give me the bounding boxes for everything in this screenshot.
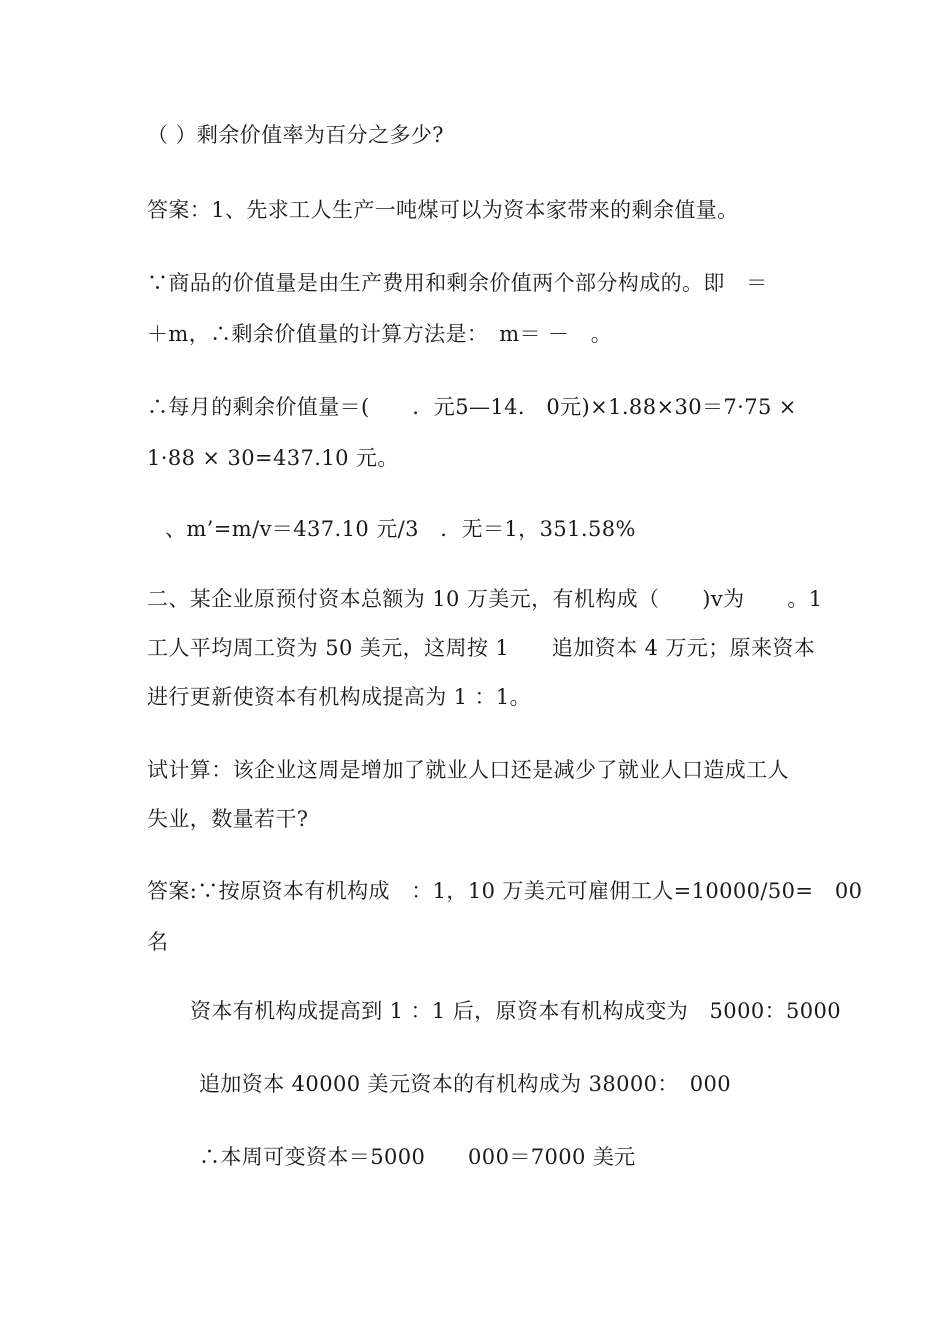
text-line-3: ∵商品的价值量是由生产费用和剩余价值两个部分构成的。即 ＝ (147, 271, 768, 295)
text-line-6: 1·88 × 30=437.10 元。 (147, 446, 399, 470)
text-line-15: 资本有机构成提高到 1 ：1 后，原资本有机构成变为 5000：5000 (190, 999, 842, 1023)
text-line-2: 答案：1、先求工人生产一吨煤可以为资本家带来的剩余值量。 (147, 198, 739, 222)
text-line-7: 、m’=m/v＝437.10 元/3 ．无＝1，351.58% (165, 517, 636, 541)
text-line-14: 名 (147, 930, 169, 954)
text-line-8: 二、某企业原预付资本总额为 10 万美元，有机构成（ )v为 。1 (147, 587, 823, 611)
text-line-5: ∴每月的剩余价值量＝( ．元5—14. 0元)×1.88×30＝7·75 × (147, 395, 797, 419)
text-line-12: 失业，数量若干? (147, 807, 309, 831)
text-line-17: ∴本周可变资本＝5000 000＝7000 美元 (199, 1145, 636, 1169)
text-line-9: 工人平均周工资为 50 美元，这周按 1 追加资本 4 万元；原来资本 (147, 636, 816, 660)
text-line-4: ＋m，∴剩余价值量的计算方法是： m＝ － 。 (147, 322, 613, 346)
text-line-11: 试计算：该企业这周是增加了就业人口还是减少了就业人口造成工人 (147, 758, 789, 782)
text-line-13: 答案:∵按原资本有机构成 ：1，10 万美元可雇佣工人=10000/50= 00 (147, 879, 863, 903)
text-line-10: 进行更新使资本有机构成提高为 1 ：1。 (147, 685, 532, 709)
text-line-16: 追加资本 40000 美元资本的有机构成为 38000： 000 (199, 1072, 732, 1096)
text-line-1: （ ）剩余价值率为百分之多少? (147, 123, 444, 147)
